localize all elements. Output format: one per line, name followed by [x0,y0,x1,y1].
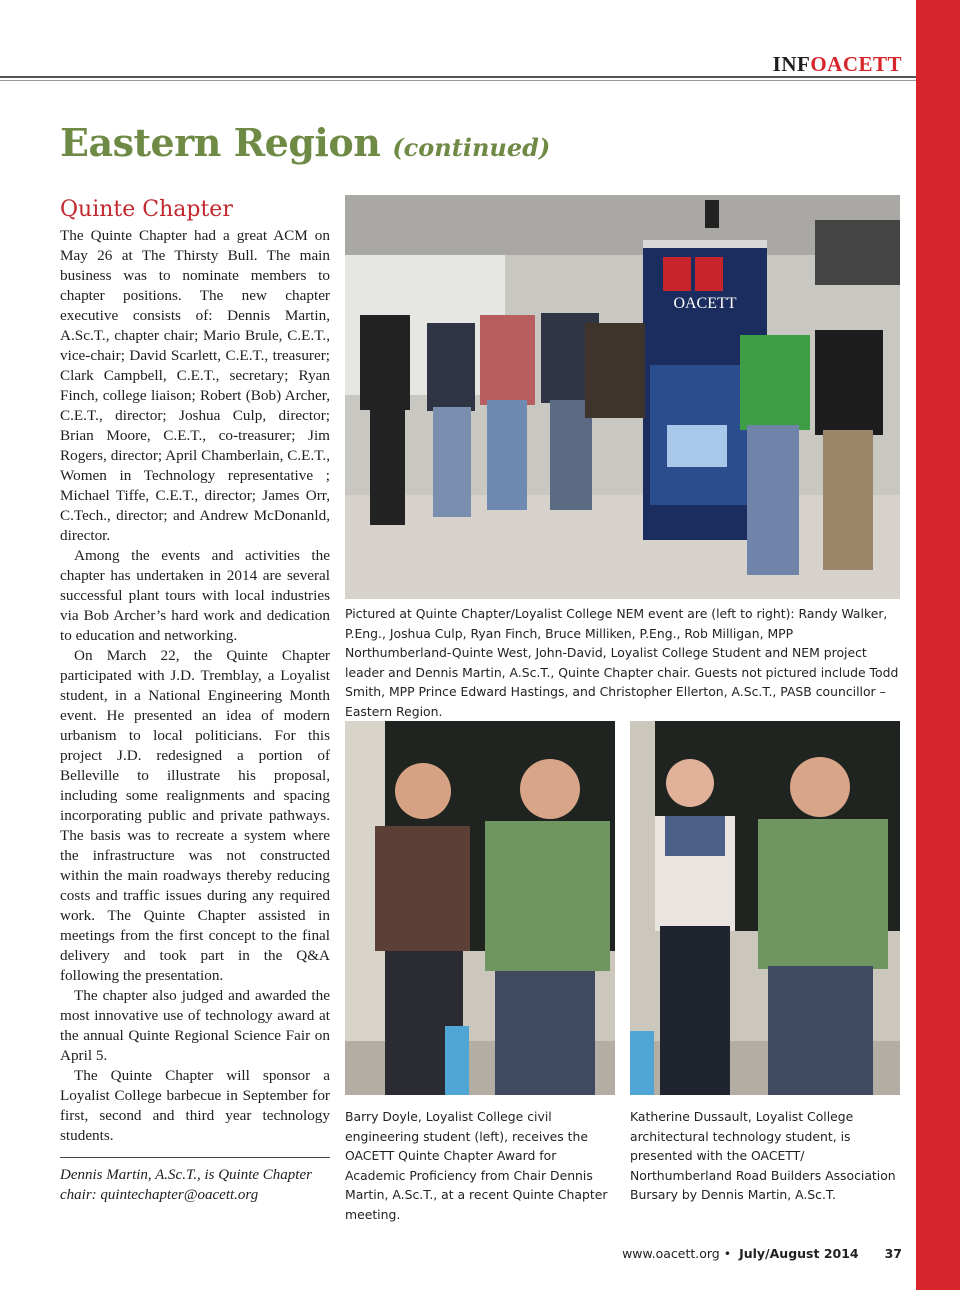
chapter-heading: Quinte Chapter [60,197,233,222]
region-title-continued: (continued) [392,133,551,162]
edge-color-bar [916,0,960,1290]
brand-part-info: INF [772,52,811,76]
article-paragraph: Among the events and activities the chapter has undertaken in 2014 are several successful plant tours with local industries via Bob Archer’s hard work and dedication to education and networking. [60,547,330,644]
handshake-left-caption: Barry Doyle, Loyalist College civil engineering student (left), receives the OACETT Quinte Chapter Award for Academic Proficiency from Chair Dennis Martin, A.Sc.T., at a recent Quinte Chapter meeting. [345,1109,608,1222]
footer-url: www.oacett.org [622,1246,720,1261]
page-footer [622,1246,902,1261]
handshake-photo-left [345,721,615,1095]
region-title [60,120,550,165]
article-paragraph: The Quinte Chapter had a great ACM on May 26 at The Thirsty Bull. The main business was to nominate members to chapter positions. The new chapter executive consists of: Dennis Martin, A.Sc.T., chapter chair; Mario Brule, C.E.T., vice-chair; David Scarlett, C.E.T., treasurer; Clark Campbell, C.E.T., secretary; Ryan Finch, college liaison; Robert (Bob) Archer, C.E.T., director; Joshua Culp, director; Brian Moore, C.E.T., co-treasurer; Jim Rogers, director; April Chamberlain, C.E.T., Women in Technology representative ; Michael Tiffe, C.E.T., director; James Orr, C.Tech., director; and Andrew McDonanld, director. [60,227,330,544]
brand-part-oacett: OACETT [810,52,902,76]
handshake-photo-right [630,721,900,1095]
region-title-main: Eastern Region [60,120,381,165]
group-photo [345,195,900,599]
handshake-right-caption: Katherine Dussault, Loyalist College architectural technology student, is presented with the OACETT/ Northumberland Road Builders Association Bursary by Dennis Martin, A.Sc.T. [630,1109,896,1202]
header-rule-thin [0,80,916,81]
author-signature: Dennis Martin, A.Sc.T., is Quinte Chapter chair: quintechapter@oacett.org [60,1167,312,1203]
banner-brand: OACETT [673,295,737,312]
page-number: 37 [884,1246,902,1261]
footer-separator: • [723,1246,732,1261]
article-paragraph: The chapter also judged and awarded the most innovative use of technology award at the annual Quinte Regional Science Fair on April 5. [60,987,330,1064]
article-paragraph: The Quinte Chapter will sponsor a Loyalist College barbecue in September for first, second and third year technology students. [60,1067,330,1144]
magazine-brand [773,52,902,77]
group-photo-caption: Pictured at Quinte Chapter/Loyalist College NEM event are (left to right): Randy Walker, P.Eng., Joshua Culp, Ryan Finch, Bruce Milliken, P.Eng., Rob Milligan, MPP Northumberland-Quinte West, John-David, Loyalist College Student and NEM project leader and Dennis Martin, A.Sc.T., Quinte Chapter chair. Guests not pictured include Todd Smith, MPP Prince Edward Hastings, and Christopher Ellerton, A.Sc.T., PASB councillor – Eastern Region. [345,606,899,719]
article-body [60,226,330,1146]
signature-rule [60,1157,330,1158]
footer-issue-date: July/August 2014 [739,1246,859,1261]
article-paragraph: On March 22, the Quinte Chapter participated with J.D. Tremblay, a Loyalist student, in a National Engineering Month event. He presented an idea of modern urbanism to local politicians. For this project J.D. redesigned a portion of Belleville to illustrate his proposal, including some realignments and spacing incorporating public and private pathways. The basis was to recreate a system where the infrastructure was not constructed within the main roadways thereby reducing costs and traffic issues during any required work. The Quinte Chapter assisted in meetings from the first concept to the final delivery and took part in the Q&A following the presentation. [60,647,330,984]
